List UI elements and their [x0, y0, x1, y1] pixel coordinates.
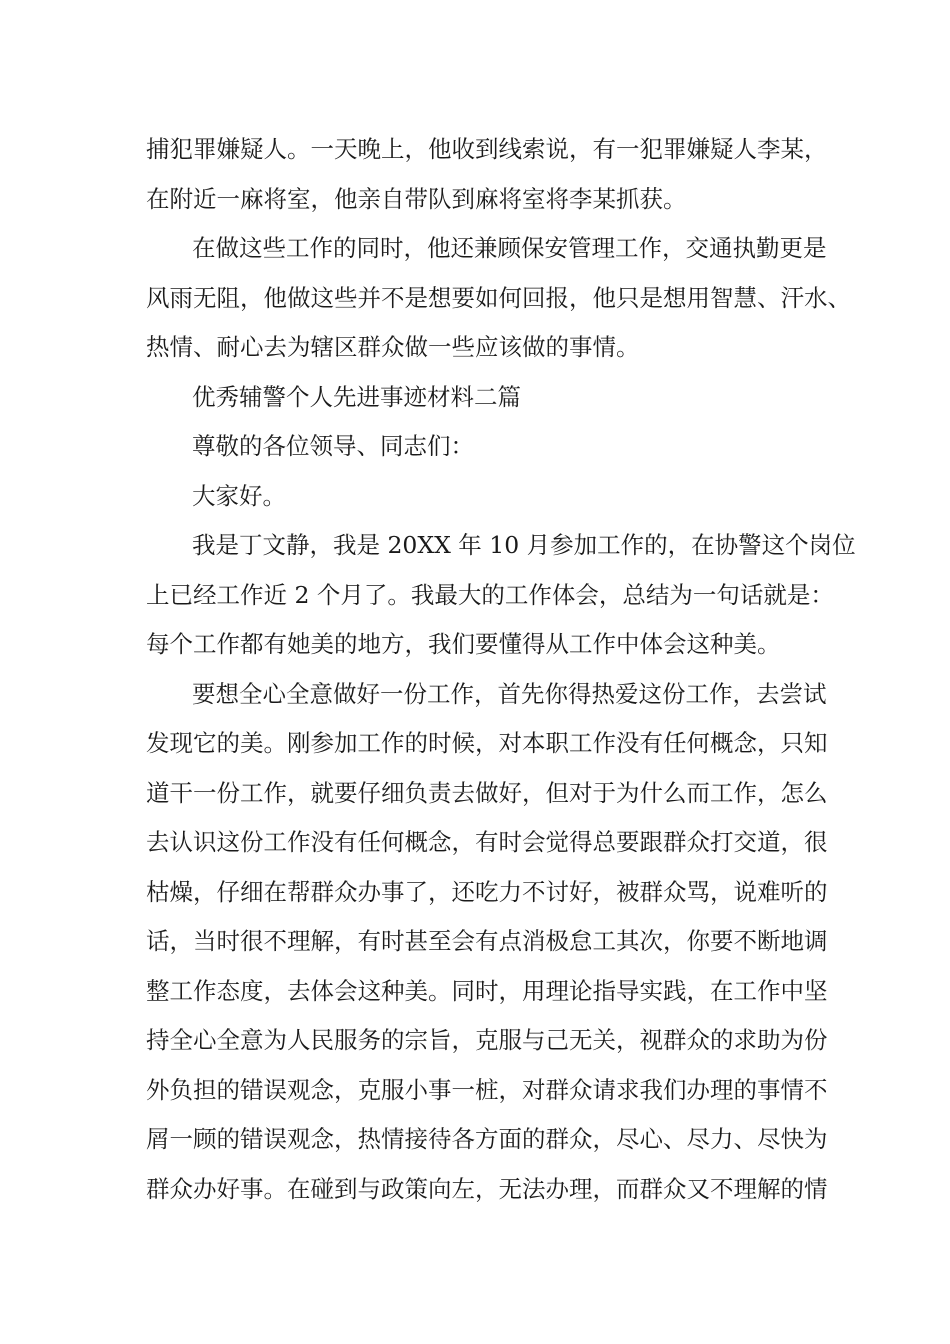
text-line-9: 我是丁文静，我是 20XX 年 10 月参加工作的，在协警这个岗位 — [192, 531, 856, 559]
text-line-4: 风雨无阻，他做这些并不是想要如何回报，他只是想用智慧、汗水、 — [146, 283, 851, 312]
text-line-2: 在附近一麻将室，他亲自带队到麻将室将李某抓获。 — [146, 184, 687, 213]
text-line-3: 在做这些工作的同时，他还兼顾保安管理工作，交通执勤更是 — [192, 234, 827, 262]
text-line-15: 去认识这份工作没有任何概念，有时会觉得总要跟群众打交道，很 — [146, 828, 828, 856]
salutation: 尊敬的各位领导、同志们： — [192, 432, 474, 460]
greeting: 大家好。 — [192, 481, 286, 510]
text-line-19: 持全心全意为人民服务的宗旨，克服与己无关，视群众的求助为份 — [146, 1026, 828, 1054]
text-line-11: 每个工作都有她美的地方，我们要懂得从工作中体会这种美。 — [146, 630, 781, 658]
text-line-18: 整工作态度，去体会这种美。同时，用理论指导实践，在工作中坚 — [146, 976, 828, 1005]
text-line-22: 群众办好事。在碰到与政策向左，无法办理，而群众又不理解的情 — [146, 1174, 828, 1203]
document-body — [146, 125, 856, 1214]
text-line-5: 热情、耐心去为辖区群众做一些应该做的事情。 — [146, 333, 640, 361]
text-line-10: 上已经工作近 2 个月了。我最大的工作体会，总结为一句话就是： — [146, 580, 834, 609]
text-line-1: 捕犯罪嫌疑人。一天晚上，他收到线索说，有一犯罪嫌疑人李某， — [146, 135, 828, 163]
section-heading: 优秀辅警个人先进事迹材料二篇 — [192, 382, 521, 411]
text-line-16: 枯燥，仔细在帮群众办事了，还吃力不讨好，被群众骂，说难听的 — [146, 877, 828, 906]
text-line-13: 发现它的美。刚参加工作的时候，对本职工作没有任何概念，只知 — [146, 729, 828, 757]
text-line-21: 屑一顾的错误观念，热情接待各方面的群众，尽心、尽力、尽快为 — [146, 1125, 828, 1153]
text-line-12: 要想全心全意做好一份工作，首先你得热爱这份工作，去尝试 — [192, 679, 827, 708]
text-line-17: 话，当时很不理解，有时甚至会有点消极怠工其次，你要不断地调 — [146, 927, 828, 955]
text-line-14: 道干一份工作，就要仔细负责去做好，但对于为什么而工作，怎么 — [146, 778, 828, 807]
text-line-20: 外负担的错误观念，克服小事一桩，对群众请求我们办理的事情不 — [146, 1075, 828, 1104]
